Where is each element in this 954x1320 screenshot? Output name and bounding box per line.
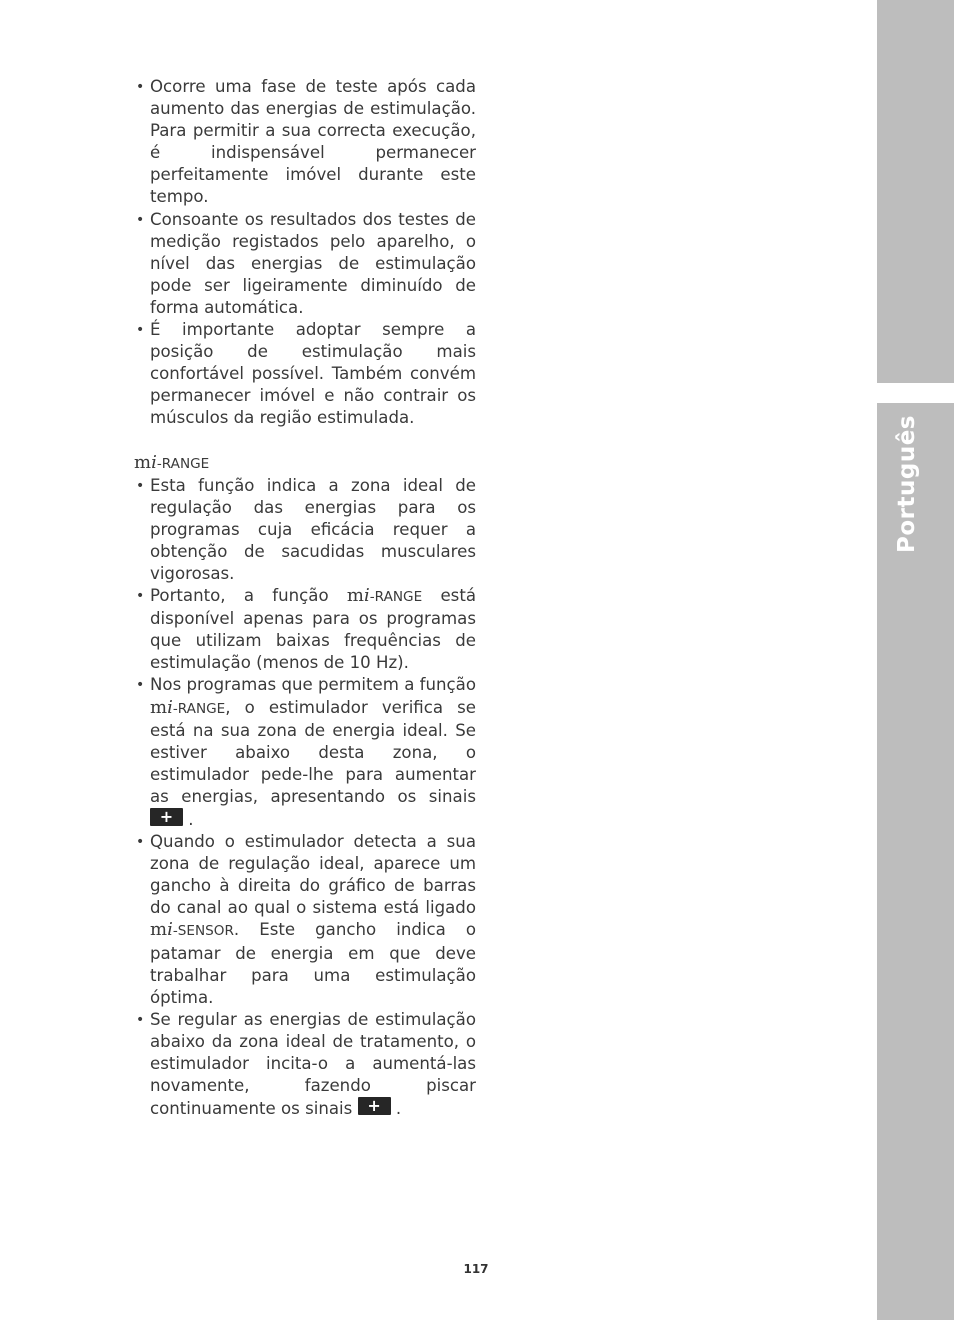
mi-logo: mi (150, 696, 173, 718)
list-item: • Se regular as energias de estimulação abaixo da zona ideal de tratamento, o estimulador incita-o a aumentá-las novamente, fazendo piscar continuamente os sinais + . (136, 1009, 476, 1119)
list-item: • É importante adoptar sempre a posição de estimulação mais confortável possível. Também convém permanecer imóvel e não contrair os músculos da região estimulada. (136, 320, 476, 428)
mi-logo: mi (346, 585, 370, 607)
language-label: Português (894, 415, 920, 553)
list-item: • Nos programas que permitem a função mi-RANGE, o estimulador verifica se está na sua zona de energia ideal. Se estiver abaixo desta zona, o estimulador pede-lhe para aumentar as energias, apresentando os sinais + . (136, 675, 476, 829)
mi-logo: mi (150, 919, 173, 941)
side-tab-top (877, 0, 954, 383)
list-item: • Esta função indica a zona ideal de regulação das energias para os programas cuja eficácia requer a obtenção de sacudidas musculares vigorosas. (136, 475, 476, 583)
page-content (134, 76, 476, 1120)
list-item: • Consoante os resultados dos testes de medição registados pelo aparelho, o nível das energias de estimulação pode ser ligeiramente diminuído de forma automática. (136, 209, 476, 317)
bullet-list-top (134, 76, 476, 430)
page-number: 117 (463, 1262, 489, 1276)
list-item: • Ocorre uma fase de teste após cada aumento das energias de estimulação. Para permitir a sua correcta execução, é indispensável permanecer perfeitamente imóvel durante este tempo. (136, 77, 476, 207)
section-heading-mi-range: mi-RANGE (134, 451, 210, 473)
list-item: • Quando o estimulador detecta a sua zona de regulação ideal, aparece um gancho à direita do gráfico de barras do canal ao qual o sistema está ligado mi-SENSOR. Este gancho indica o patamar de energia em que deve trabalhar para uma estimulação óptima. (136, 832, 476, 1007)
list-item: • Portanto, a função mi-RANGE está disponível apenas para os programas que utilizam baixas frequências de estimulação (menos de 10 Hz). (136, 585, 476, 673)
plus-icon: + (358, 1097, 391, 1115)
plus-icon: + (150, 808, 183, 826)
mi-logo: mi (134, 451, 157, 473)
bullet-list-mi-range (134, 475, 476, 1121)
